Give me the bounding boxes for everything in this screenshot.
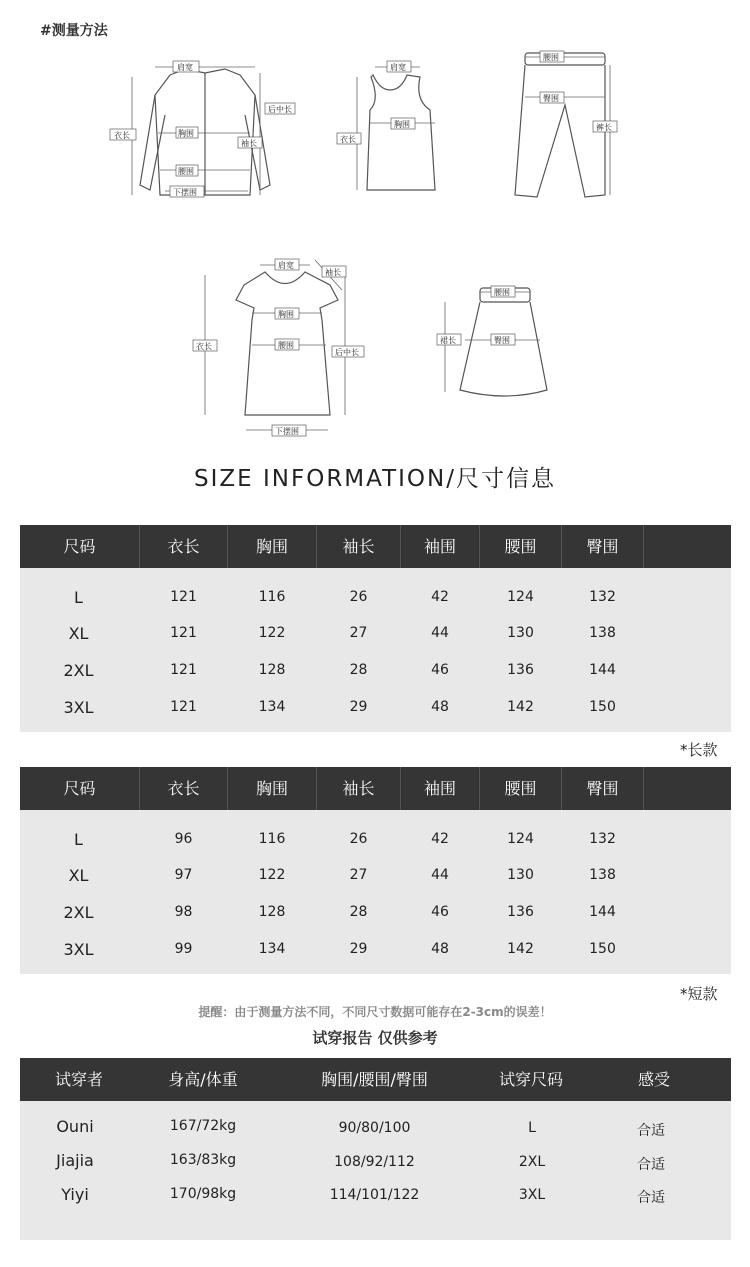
table-cell: 27 xyxy=(349,867,368,883)
dress-length-label: 衣长 xyxy=(196,342,212,351)
table-cell: L xyxy=(74,830,83,849)
long-table-body xyxy=(20,568,731,732)
table-cell: 42 xyxy=(431,589,449,605)
header-length: 衣长 xyxy=(140,767,228,810)
table-cell: 142 xyxy=(507,699,534,715)
table-cell: 121 xyxy=(170,699,197,715)
header-chest: 胸围 xyxy=(228,767,317,810)
table-cell: 124 xyxy=(507,831,534,847)
shirt-back-length-label: 后中长 xyxy=(268,105,292,114)
table-cell: 合适 xyxy=(637,1123,665,1139)
table-cell: 44 xyxy=(431,867,449,883)
table-cell: 138 xyxy=(589,867,616,883)
dress-sleeve-label: 袖长 xyxy=(325,268,341,277)
table-cell: 44 xyxy=(431,625,449,641)
table-cell: 108/92/112 xyxy=(334,1154,415,1170)
table-cell: 121 xyxy=(170,589,197,605)
table-cell: 2XL xyxy=(518,1154,546,1170)
vest-diagram xyxy=(335,55,455,200)
table-cell: 46 xyxy=(431,904,449,920)
table-cell: 29 xyxy=(349,941,368,957)
dress-shoulder-label: 肩宽 xyxy=(278,261,294,270)
long-table-header xyxy=(20,525,731,568)
table-cell: 116 xyxy=(258,831,286,847)
skirt-length-label: 裙长 xyxy=(440,336,456,345)
table-cell: 150 xyxy=(589,699,616,715)
header-waist: 腰围 xyxy=(480,525,562,568)
table-cell: 合适 xyxy=(637,1157,665,1173)
header-sleeve-width: 袖围 xyxy=(401,767,480,810)
table-cell: 26 xyxy=(349,589,368,605)
header-sleeve-width: 袖围 xyxy=(401,525,480,568)
table-cell: 3XL xyxy=(63,698,94,717)
table-cell: 96 xyxy=(174,831,193,847)
table-cell: 42 xyxy=(431,831,449,847)
table-cell: 132 xyxy=(589,589,616,605)
size-information-heading: SIZE INFORMATION/尺寸信息 xyxy=(194,466,556,492)
table-cell: 167/72kg xyxy=(169,1118,237,1134)
table-cell: Yiyi xyxy=(61,1185,89,1204)
dress-chest-label: 胸围 xyxy=(278,310,294,319)
pants-length-label: 裤长 xyxy=(596,123,612,132)
shirt-sleeve-label: 袖长 xyxy=(241,139,257,148)
table-cell: 合适 xyxy=(637,1190,665,1206)
shirt-length-label: 衣长 xyxy=(114,131,130,140)
table-cell: 163/83kg xyxy=(169,1152,237,1168)
header-hip: 臀围 xyxy=(562,525,644,568)
header-feeling: 感受 xyxy=(637,1070,670,1089)
table-cell: 46 xyxy=(431,662,449,678)
header-sleeve-length: 袖长 xyxy=(317,525,401,568)
trial-table-header xyxy=(20,1058,731,1101)
header-hip: 臀围 xyxy=(562,767,644,810)
table-cell: 48 xyxy=(431,941,449,957)
long-size-table xyxy=(20,525,731,732)
table-cell: 121 xyxy=(170,625,197,641)
shirt-diagram xyxy=(110,55,300,205)
table-cell: 170/98kg xyxy=(169,1186,237,1202)
table-cell: 2XL xyxy=(63,903,94,922)
table-cell: 128 xyxy=(258,904,286,920)
header-sleeve-length: 袖长 xyxy=(317,767,401,810)
table-cell: 134 xyxy=(258,941,286,957)
vest-shoulder-label: 肩宽 xyxy=(390,63,406,72)
short-table-body xyxy=(20,810,731,974)
vest-length-label: 衣长 xyxy=(340,135,356,144)
table-cell: 150 xyxy=(589,941,616,957)
shirt-shoulder-label: 肩宽 xyxy=(177,63,193,72)
pants-hip-label: 臀围 xyxy=(543,94,559,103)
table-cell: 3XL xyxy=(63,940,94,959)
table-cell: 48 xyxy=(431,699,449,715)
table-cell: 3XL xyxy=(518,1187,546,1203)
table-cell: 114/101/122 xyxy=(329,1187,420,1203)
table-cell: 116 xyxy=(258,589,286,605)
short-size-table xyxy=(20,767,731,974)
trial-report-table xyxy=(20,1058,731,1240)
header-size: 尺码 xyxy=(20,525,140,568)
header-length: 衣长 xyxy=(140,525,228,568)
table-cell: 90/80/100 xyxy=(338,1120,411,1136)
table-cell: 29 xyxy=(349,699,368,715)
trial-table-body xyxy=(20,1101,731,1240)
table-cell: 98 xyxy=(174,904,193,920)
table-cell: 134 xyxy=(258,699,286,715)
short-table-header xyxy=(20,767,731,810)
table-cell: XL xyxy=(68,866,89,885)
table-cell: 124 xyxy=(507,589,534,605)
table-cell: 28 xyxy=(349,904,368,920)
measure-method-title: #测量方法 xyxy=(40,23,108,39)
skirt-waist-label: 腰围 xyxy=(494,288,510,297)
shirt-waist-label: 腰围 xyxy=(178,167,194,176)
long-style-note: *长款 xyxy=(680,741,718,759)
table-cell: 136 xyxy=(507,662,534,678)
table-cell: 122 xyxy=(258,625,286,641)
header-size: 尺码 xyxy=(20,767,140,810)
header-waist: 腰围 xyxy=(480,767,562,810)
measurement-reminder: 提醒：由于测量方法不同，不同尺寸数据可能存在2-3cm的误差！ xyxy=(198,1005,552,1019)
table-cell: 97 xyxy=(174,867,193,883)
table-cell: L xyxy=(74,588,83,607)
trial-report-heading: 试穿报告 仅供参考 xyxy=(312,1029,438,1047)
table-cell: Ouni xyxy=(56,1117,94,1136)
table-cell: 99 xyxy=(174,941,193,957)
header-height-weight: 身高/体重 xyxy=(168,1070,238,1089)
table-cell: 136 xyxy=(507,904,534,920)
header-trial-size: 试穿尺码 xyxy=(498,1070,563,1089)
pants-diagram xyxy=(505,45,625,205)
table-cell: Jiajia xyxy=(56,1151,94,1170)
table-cell: 144 xyxy=(589,904,616,920)
shirt-hem-label: 下摆围 xyxy=(173,188,197,197)
short-style-note: *短款 xyxy=(680,985,718,1003)
table-cell: 26 xyxy=(349,831,368,847)
table-cell: 27 xyxy=(349,625,368,641)
shirt-chest-label: 胸围 xyxy=(178,129,194,138)
dress-diagram xyxy=(190,250,370,440)
skirt-hip-label: 臀围 xyxy=(494,336,510,345)
header-tester: 试穿者 xyxy=(54,1070,103,1089)
vest-chest-label: 胸围 xyxy=(394,120,410,129)
pants-waist-label: 腰围 xyxy=(543,53,559,62)
header-chest: 胸围 xyxy=(228,525,317,568)
dress-waist-label: 腰围 xyxy=(278,341,294,350)
table-cell: 138 xyxy=(589,625,616,641)
table-cell: XL xyxy=(68,624,89,643)
header-measurements: 胸围/腰围/臀围 xyxy=(321,1070,428,1089)
table-cell: 121 xyxy=(170,662,197,678)
skirt-diagram xyxy=(435,280,555,405)
dress-back-length-label: 后中长 xyxy=(335,348,359,357)
table-cell: L xyxy=(528,1120,536,1136)
table-cell: 144 xyxy=(589,662,616,678)
table-cell: 132 xyxy=(589,831,616,847)
table-cell: 130 xyxy=(507,625,534,641)
dress-hem-label: 下摆围 xyxy=(275,427,299,436)
table-cell: 2XL xyxy=(63,661,94,680)
table-cell: 128 xyxy=(258,662,286,678)
table-cell: 142 xyxy=(507,941,534,957)
table-cell: 122 xyxy=(258,867,286,883)
table-cell: 130 xyxy=(507,867,534,883)
table-cell: 28 xyxy=(349,662,368,678)
